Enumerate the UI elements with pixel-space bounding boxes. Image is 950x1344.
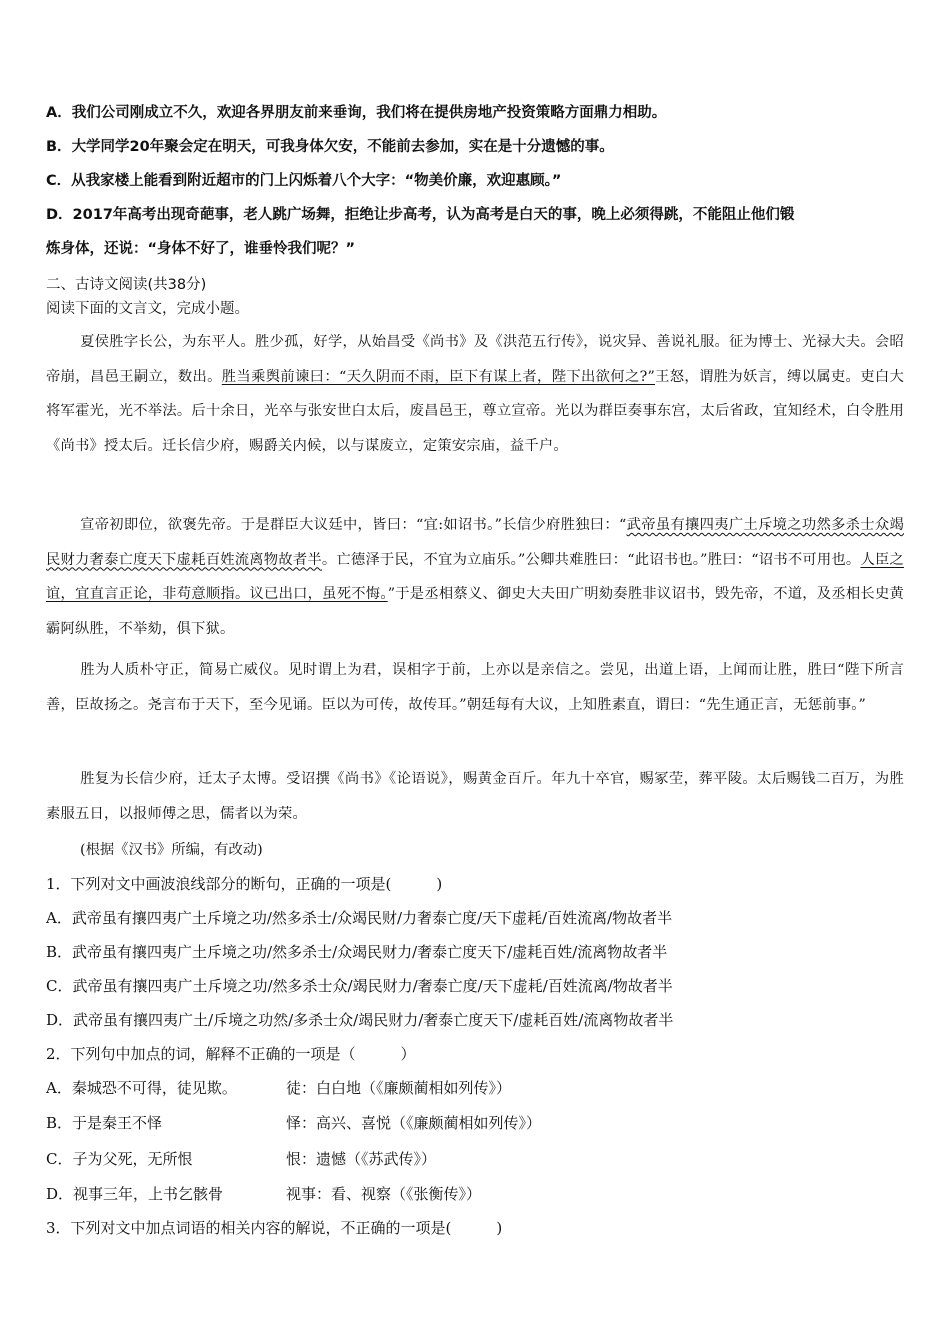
option-label: B．	[46, 139, 72, 155]
option-label: C．	[46, 173, 72, 189]
option-text: 从我家楼上能看到附近超市的门上闪烁着八个大字：“物美价廉，欢迎惠顾。”	[71, 173, 562, 189]
passage-text: 胜为人质朴守正，简易亡威仪。见时谓上为君，误相字于前，上亦以是亲信之。尝见，出道上语，上闻而让胜，胜曰“陛下所言善，臣故扬之。尧言布于天下，至今见诵。臣以为可传，故传耳。”朝廷每有大议，上知胜素直，谓曰：“先生通正言，无惩前事。”	[46, 662, 904, 713]
section-instruction: 阅读下面的文言文，完成小题。	[46, 301, 249, 317]
passage-text: 王怒，谓胜为妖言，缚以属吏。吏白大将军霍光，光不举法。后十余日，光卒与张安世白太后，废昌邑王，尊立宣帝。光以为群臣奏事东宫，太后省政，宜知经术，白令胜用《尚书》授太后。迁长信少府，赐爵关内候，以与谋废立，定策安宗庙，益千户。	[46, 368, 904, 454]
underlined-sentence: 人臣之谊，宜直言正论，非苟意顺指。议已出口，虽死不悔。	[46, 551, 904, 602]
option-text: 2017年高考出现奇葩事，老人跳广场舞，拒绝让步高考，认为高考是白天的事，晚上必须得跳，不能阻止他们锻	[72, 207, 795, 223]
passage-text: 胜复为长信少府，迁太子太博。受诏撰《尚书》《论语说》，赐黄金百斤。年九十卒官，赐冢茔，葬平陵。太后赐钱二百万，为胜素服五日，以报师傅之思，儒者以为荣。	[46, 771, 904, 822]
wavy-underlined-sentence: 武帝虽有攘四夷广土斥境之功然多杀士众竭民财力奢泰亡度天下虚耗百姓流离物故者半	[46, 517, 904, 568]
option-d	[46, 205, 794, 225]
question-1-option-c[interactable]: C．武帝虽有攘四夷广土斥境之功/然多杀士众/竭民财力/奢泰亡度/天下虚耗/百姓流离/物故者半	[46, 977, 673, 995]
passage-paragraph-4	[46, 762, 904, 831]
passage-text: 。亡德泽于民，不宜为立庙乐。”公卿共难胜曰：“此诏书也。”胜曰：“诏书不可用也。	[321, 551, 861, 568]
question-2-option-d-definition: 视事：看、视察（《张衡传》）	[286, 1185, 482, 1203]
passage-text: ”于是丞相蔡义、御史大夫田广明劾奏胜非议诏书，毁先帝，不道，及丞相长史黄霸阿纵胜，不举劾，俱下狱。	[46, 586, 904, 637]
section-title: 二、古诗文阅读(共38分)	[46, 277, 207, 293]
option-text: 大学同学20年聚会定在明天，可我身体欠安，不能前去参加，实在是十分遗憾的事。	[71, 139, 614, 155]
question-1-stem: 1．下列对文中画波浪线部分的断句，正确的一项是( )	[46, 875, 443, 893]
question-2-option-c-definition: 恨：遗憾（《苏武传》）	[286, 1150, 437, 1168]
underlined-sentence: 胜当乘舆前谏曰：“天久阴而不雨，臣下有谋上者，陛下出欲何之?”	[221, 368, 655, 385]
passage-paragraph-3	[46, 653, 904, 722]
passage-text: 宣帝初即位，欲褒先帝。于是群臣大议廷中，皆曰：“宜:如诏书。”长信少府胜独曰：“	[80, 517, 627, 533]
option-label: A．	[46, 105, 72, 121]
passage-source: (根据《汉书》所编，有改动)	[80, 842, 263, 858]
question-1-option-d[interactable]: D．武帝虽有攘四夷广土/斥境之功然/多杀士众/竭民财力/奢泰亡度天下/虚耗百姓/流离物故者半	[46, 1011, 674, 1029]
question-1-option-b[interactable]: B．武帝虽有攘四夷广土斥境之功/然多杀士/众竭民财力/奢泰亡度天下/虚耗百姓/流离物故者半	[46, 943, 668, 961]
option-label: D．	[46, 207, 73, 223]
question-2-option-a[interactable]: A．秦城恐不可得，徒见欺。	[46, 1079, 237, 1097]
question-1-option-a[interactable]: A．武帝虽有攘四夷广土斥境之功/然多杀士/众竭民财/力奢泰亡度/天下虚耗/百姓流离/物故者半	[46, 909, 673, 927]
question-3-stem: 3．下列对文中加点词语的相关内容的解说，不正确的一项是( )	[46, 1219, 503, 1237]
option-d-continued	[46, 239, 355, 259]
option-text: 我们公司刚成立不久，欢迎各界朋友前来垂询，我们将在提供房地产投资策略方面鼎力相助。	[71, 105, 667, 121]
option-a	[46, 103, 666, 123]
option-b	[46, 137, 614, 157]
passage-paragraph-2	[46, 508, 904, 646]
question-2-option-b[interactable]: B．于是秦王不怿	[46, 1114, 163, 1132]
question-2-stem: 2．下列句中加点的词，解释不正确的一项是（ ）	[46, 1045, 416, 1063]
question-2-option-c[interactable]: C．子为父死，无所恨	[46, 1150, 193, 1168]
question-2-option-b-definition: 怿：高兴、喜悦（《廉颇蔺相如列传》）	[286, 1114, 542, 1132]
passage-text: 夏侯胜字长公，为东平人。胜少孤，好学，从始昌受《尚书》及《洪范五行传》，说灾异、善说礼服。征为博士、光禄大夫。会昭帝崩，昌邑王嗣立，数出。	[46, 334, 904, 385]
question-2-option-a-definition: 徒：白白地（《廉颇蔺相如列传》）	[286, 1079, 512, 1097]
passage-paragraph-1	[46, 325, 904, 463]
option-c	[46, 171, 561, 191]
question-2-option-d[interactable]: D．视事三年，上书乞骸骨	[46, 1185, 224, 1203]
option-text-continued: 炼身体，还说：“身体不好了，谁垂怜我们呢？”	[46, 241, 356, 257]
